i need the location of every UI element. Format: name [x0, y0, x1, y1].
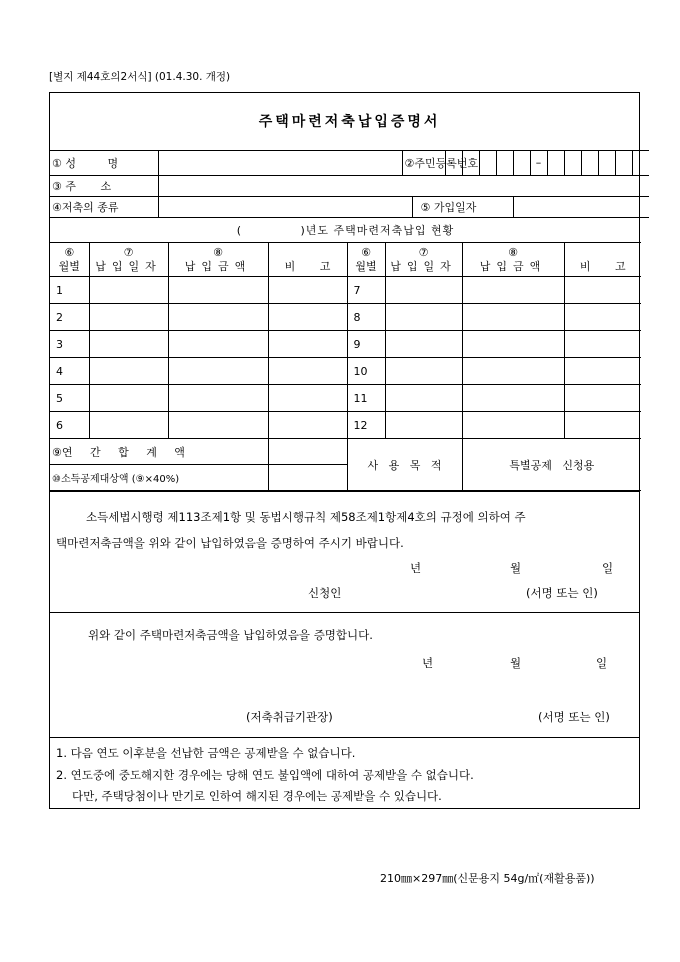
- month-cell: 2: [50, 304, 89, 331]
- table-row: [50, 277, 641, 304]
- note-item: 1. 다음 연도 이후분을 선납한 금액은 공제받을 수 없습니다.: [56, 746, 356, 760]
- remark-cell[interactable]: [268, 385, 347, 412]
- amount-header: [168, 243, 268, 277]
- savings-type-field[interactable]: [158, 196, 412, 217]
- date-header: [89, 243, 168, 277]
- amount-label: 납입금액: [479, 259, 547, 273]
- certificate-day: 일: [596, 656, 608, 670]
- resident-no-box[interactable]: [564, 150, 581, 175]
- certificate-section: [50, 612, 639, 737]
- date-cell[interactable]: [385, 385, 462, 412]
- request-month: 월: [510, 561, 522, 575]
- table-row: [50, 304, 641, 331]
- resident-no-label: ②주민등록번호: [402, 150, 445, 175]
- month-cell: 10: [347, 358, 385, 385]
- amount-label: 납입금액: [184, 259, 252, 273]
- notes-section: [50, 737, 639, 808]
- month-cell: 6: [50, 412, 89, 439]
- resident-no-box[interactable]: [581, 150, 598, 175]
- request-day: 일: [602, 561, 614, 575]
- date-cell[interactable]: [89, 385, 168, 412]
- applicant-label: 신청인: [308, 586, 342, 600]
- month-label: 월별: [355, 259, 377, 273]
- certificate-form: [49, 92, 640, 809]
- savings-type-label: ④저축의 종류: [50, 196, 158, 217]
- month-header: [50, 243, 89, 277]
- status-header: ( )년도 주택마련저축납입 현황: [50, 218, 641, 243]
- document-title: 주택마련저축납입증명서: [50, 93, 649, 150]
- remark-cell[interactable]: [564, 277, 641, 304]
- month-label: 월별: [58, 259, 80, 273]
- purpose-value: 특별공제 신청용: [462, 439, 641, 491]
- name-label: ① 성 명: [50, 150, 158, 175]
- date-cell[interactable]: [89, 331, 168, 358]
- request-year: 년: [410, 561, 422, 575]
- amount-cell[interactable]: [168, 304, 268, 331]
- date-header: [385, 243, 462, 277]
- date-label: 납입일자: [95, 259, 162, 273]
- remark-label: 비 고: [579, 259, 626, 273]
- date-cell[interactable]: [385, 331, 462, 358]
- amount-cell[interactable]: [168, 412, 268, 439]
- join-date-field[interactable]: [513, 196, 649, 217]
- join-date-label: ⑤ 가입일자: [412, 196, 513, 217]
- remark-cell[interactable]: [268, 412, 347, 439]
- certificate-year: 년: [422, 656, 434, 670]
- request-section: [50, 491, 639, 612]
- annual-total-label: ⑨연 간 합 계 액: [50, 439, 268, 465]
- amount-cell[interactable]: [462, 412, 564, 439]
- amount-cell[interactable]: [168, 358, 268, 385]
- resident-no-box[interactable]: [547, 150, 564, 175]
- date-cell[interactable]: [385, 277, 462, 304]
- date-cell[interactable]: [89, 412, 168, 439]
- request-text-line2: 택마련저축금액을 위와 같이 납입하였음을 증명하여 주시기 바랍니다.: [56, 536, 404, 550]
- resident-no-box[interactable]: [496, 150, 513, 175]
- table-row: [50, 412, 641, 439]
- month-cell: 3: [50, 331, 89, 358]
- note-item: 2. 연도중에 중도해지한 경우에는 당해 연도 불입액에 대하여 공제받을 수 없습니다.: [56, 768, 474, 782]
- date-cell[interactable]: [385, 304, 462, 331]
- remark-cell[interactable]: [564, 304, 641, 331]
- remark-header: [268, 243, 347, 277]
- resident-no-box[interactable]: [530, 150, 547, 175]
- amount-cell[interactable]: [462, 385, 564, 412]
- amount-number-badge: ⑧: [508, 245, 518, 259]
- address-field[interactable]: [158, 175, 649, 196]
- resident-no-box[interactable]: [479, 150, 496, 175]
- table-row: [50, 385, 641, 412]
- purpose-label: 사 용 목 적: [347, 439, 462, 491]
- deduction-target-label: ⑩소득공제대상액 (⑨×40%): [50, 465, 268, 491]
- month-cell: 4: [50, 358, 89, 385]
- form-caption: [별지 제44호의2서식] (01.4.30. 개정): [49, 71, 231, 83]
- remark-cell[interactable]: [268, 358, 347, 385]
- amount-cell[interactable]: [168, 331, 268, 358]
- institution-label: (저축취급기관장): [246, 710, 333, 724]
- resident-no-box[interactable]: [632, 150, 649, 175]
- amount-number-badge: ⑧: [213, 245, 223, 259]
- info-table: [50, 93, 649, 218]
- month-cell: 1: [50, 277, 89, 304]
- remark-cell[interactable]: [268, 304, 347, 331]
- applicant-sign: (서명 또는 인): [526, 586, 598, 600]
- institution-sign: (서명 또는 인): [538, 710, 610, 724]
- date-number-badge: ⑦: [123, 245, 134, 259]
- annual-total-field[interactable]: [268, 439, 347, 465]
- paper-spec: 210㎜×297㎜(신문용지 54g/㎡(재활용품)): [380, 872, 595, 885]
- amount-header: [462, 243, 564, 277]
- month-header: [347, 243, 385, 277]
- date-cell[interactable]: [385, 412, 462, 439]
- month-number-badge: ⑥: [64, 245, 75, 259]
- date-number-badge: ⑦: [418, 245, 429, 259]
- table-row: [50, 331, 641, 358]
- payment-status-table: [50, 218, 641, 492]
- month-cell: 5: [50, 385, 89, 412]
- remark-header: [564, 243, 641, 277]
- date-cell[interactable]: [89, 304, 168, 331]
- resident-no-dash: –: [535, 156, 542, 169]
- amount-cell[interactable]: [462, 277, 564, 304]
- remark-cell[interactable]: [564, 358, 641, 385]
- certificate-text: 위와 같이 주택마련저축금액을 납입하였음을 증명합니다.: [88, 628, 373, 642]
- month-cell: 12: [347, 412, 385, 439]
- month-cell: 7: [347, 277, 385, 304]
- amount-cell[interactable]: [462, 304, 564, 331]
- date-label: 납입일자: [390, 259, 457, 273]
- address-label: ③ 주 소: [50, 175, 158, 196]
- amount-cell[interactable]: [462, 358, 564, 385]
- resident-no-box[interactable]: [615, 150, 632, 175]
- resident-no-box[interactable]: [598, 150, 615, 175]
- remark-cell[interactable]: [564, 412, 641, 439]
- note-item: 다만, 주택당첨이나 만기로 인하여 해지된 경우에는 공제받을 수 있습니다.: [72, 789, 442, 803]
- month-cell: 11: [347, 385, 385, 412]
- remark-cell[interactable]: [268, 277, 347, 304]
- month-number-badge: ⑥: [361, 245, 371, 259]
- name-field[interactable]: [158, 150, 402, 175]
- month-cell: 8: [347, 304, 385, 331]
- month-cell: 9: [347, 331, 385, 358]
- remark-cell[interactable]: [268, 331, 347, 358]
- resident-no-box[interactable]: [513, 150, 530, 175]
- remark-cell[interactable]: [564, 385, 641, 412]
- request-text-line1: 소득세법시행령 제113조제1항 및 동법시행규칙 제58조제1항제4호의 규정에 의하여 주: [86, 510, 526, 524]
- date-cell[interactable]: [385, 358, 462, 385]
- amount-cell[interactable]: [168, 277, 268, 304]
- date-cell[interactable]: [89, 277, 168, 304]
- date-cell[interactable]: [89, 358, 168, 385]
- deduction-target-field[interactable]: [268, 465, 347, 491]
- remark-cell[interactable]: [564, 331, 641, 358]
- certificate-month: 월: [510, 656, 522, 670]
- table-row: [50, 358, 641, 385]
- remark-label: 비 고: [284, 259, 331, 273]
- amount-cell[interactable]: [462, 331, 564, 358]
- amount-cell[interactable]: [168, 385, 268, 412]
